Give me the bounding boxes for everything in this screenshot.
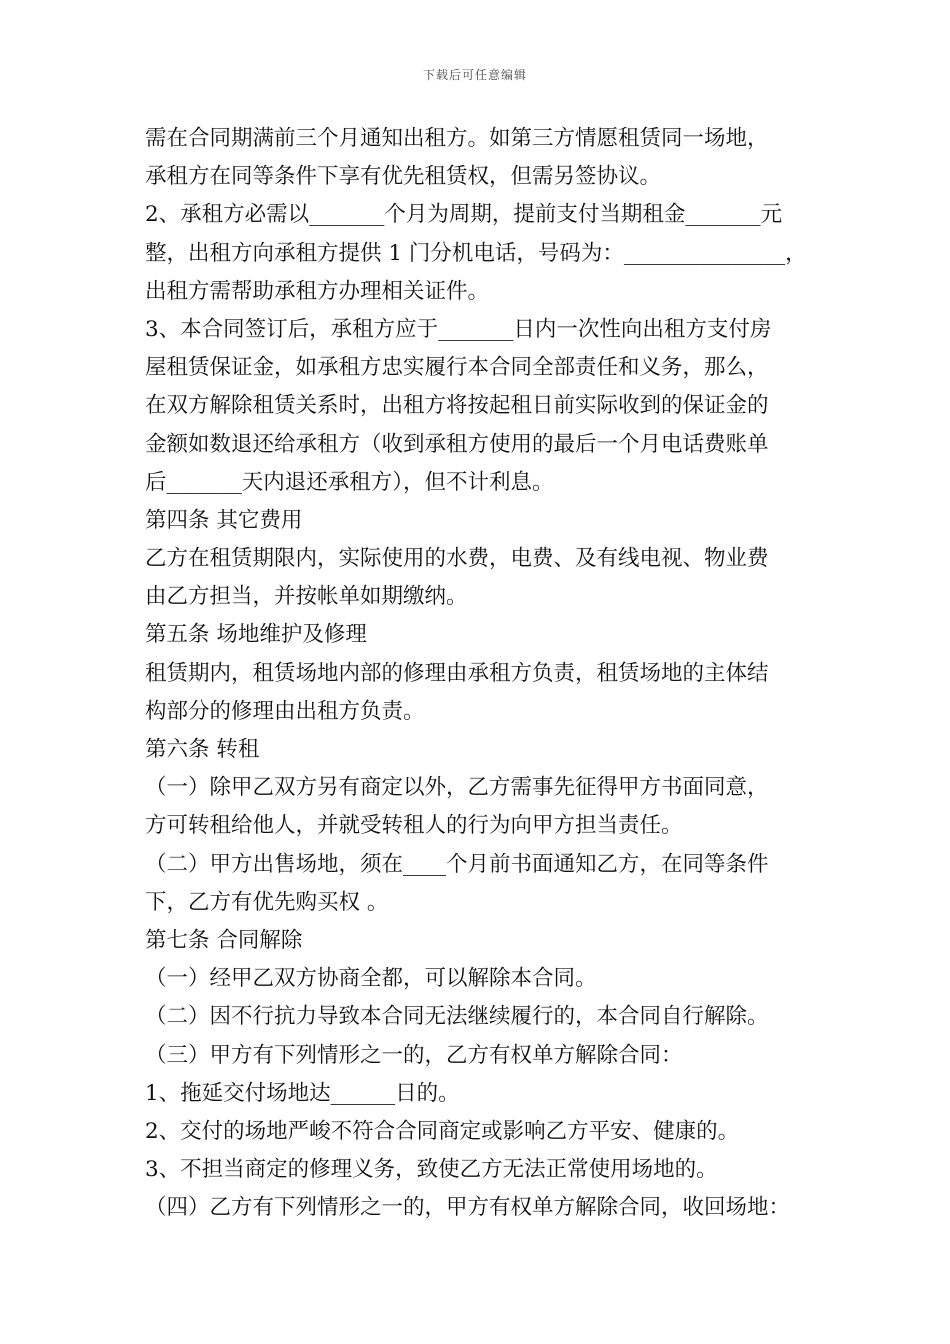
text-line: （四）乙方有下列情形之一的，甲方有权单方解除合同，收回场地： [145,1195,791,1221]
document-body [145,120,825,1227]
text-line: 出租方需帮助承租方办理相关证件。 [145,278,490,304]
section-heading: 第六条 转租 [145,737,260,762]
text-line: （二）因不行抗力导致本合同无法继续履行的，本合同自行解除。 [145,1004,769,1030]
text-line: （二）甲方出售场地，须在____个月前书面通知乙方，在同等条件 [145,851,769,877]
section-heading: 第七条 合同解除 [145,927,303,953]
text-line: 由乙方担当，并按帐单如期缴纳。 [145,584,468,610]
text-line: 在双方解除租赁关系时，出租方将按起租日前实际收到的保证金的 [145,393,769,419]
text-line: （一）除甲乙双方另有商定以外，乙方需事先征得甲方书面同意， [145,775,769,801]
text-line: 2、承租方必需以_______个月为周期，提前支付当期租金_______元 [145,202,783,228]
text-line: 3、不担当商定的修理义务，致使乙方无法正常使用场地的。 [145,1157,718,1183]
text-line: （三）甲方有下列情形之一的，乙方有权单方解除合同： [145,1042,683,1068]
section-heading: 第四条 其它费用 [145,507,303,533]
text-line: 承租方在同等条件下享有优先租赁权，但需另签协议。 [145,164,662,190]
text-line: 3、本合同签订后，承租方应于_______日内一次性向出租方支付房 [145,316,772,342]
text-line: 构部分的修理由出租方负责。 [145,698,425,724]
text-line: 租赁期内，租赁场地内部的修理由承租方负责，租赁场地的主体结 [145,660,769,686]
text-line: 整，出租方向承租方提供 1 门分机电话，号码为：_______________， [145,240,807,266]
text-line: 1、拖延交付场地达______日的。 [145,1080,460,1106]
text-line: 乙方在租赁期限内，实际使用的水费，电费、及有线电视、物业费 [145,546,769,572]
text-line: 方可转租给他人，并就受转租人的行为向甲方担当责任。 [145,813,683,839]
text-line: 下，乙方有优先购买权 。 [145,889,389,915]
text-line: 屋租赁保证金，如承租方忠实履行本合同全部责任和义务，那么， [145,355,769,381]
text-line: （一）经甲乙双方协商全都，可以解除本合同。 [145,966,597,992]
section-heading: 第五条 场地维护及修理 [145,622,367,648]
text-line: 需在合同期满前三个月通知出租方。如第三方情愿租赁同一场地， [145,126,769,151]
text-line: 金额如数退还给承租方（收到承租方使用的最后一个月电话费账单 [145,431,769,457]
page-header: 下载后可任意编辑 [422,68,527,82]
text-line: 后_______天内退还承租方），但不计利息。 [145,469,554,495]
text-line: 2、交付的场地严峻不符合合同商定或影响乙方平安、健康的。 [145,1118,740,1144]
